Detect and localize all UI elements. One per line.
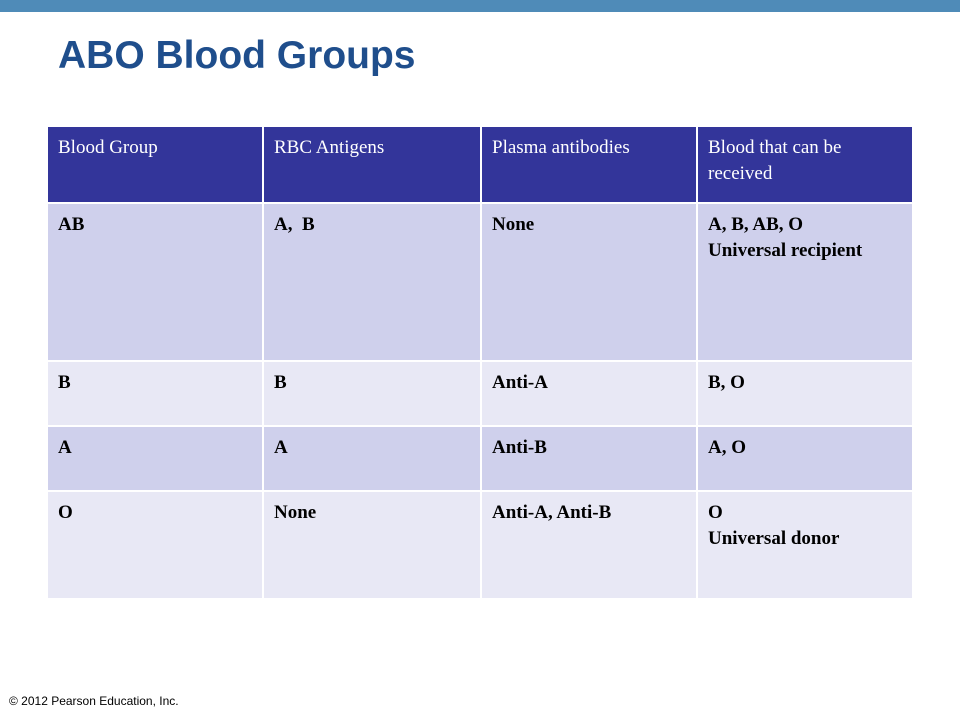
- cell-rbc-antigens: None: [263, 491, 481, 599]
- table-row: [48, 203, 912, 361]
- received-line: A, B, AB, O: [708, 214, 804, 235]
- cell-blood-group: AB: [48, 203, 263, 361]
- cell-blood-received: [697, 426, 912, 491]
- header-rbc-antigens: RBC Antigens: [263, 127, 481, 203]
- cell-blood-group: O: [48, 491, 263, 599]
- cell-blood-received: [697, 361, 912, 426]
- cell-blood-received: [697, 491, 912, 599]
- top-accent-bar: [0, 0, 960, 12]
- received-line: B, O: [708, 372, 745, 393]
- cell-plasma-antibodies: Anti-A: [481, 361, 697, 426]
- slide-title: ABO Blood Groups: [58, 34, 416, 77]
- table-header-row: [48, 127, 912, 203]
- header-blood-received: Blood that can be received: [697, 127, 912, 203]
- cell-rbc-antigens: B: [263, 361, 481, 426]
- cell-blood-group: B: [48, 361, 263, 426]
- blood-group-table: [48, 127, 912, 600]
- received-note: Universal donor: [708, 528, 840, 549]
- cell-blood-group: A: [48, 426, 263, 491]
- cell-plasma-antibodies: Anti-B: [481, 426, 697, 491]
- received-line: A, O: [708, 437, 746, 458]
- cell-blood-received: [697, 203, 912, 361]
- header-blood-group: Blood Group: [48, 127, 263, 203]
- header-plasma-antibodies: Plasma antibodies: [481, 127, 697, 203]
- cell-plasma-antibodies: Anti-A, Anti-B: [481, 491, 697, 599]
- table-row: [48, 426, 912, 491]
- cell-rbc-antigens: A, B: [263, 203, 481, 361]
- cell-plasma-antibodies: None: [481, 203, 697, 361]
- cell-rbc-antigens: A: [263, 426, 481, 491]
- received-note: Universal recipient: [708, 240, 863, 261]
- table-row: [48, 361, 912, 426]
- table-row: [48, 491, 912, 599]
- received-line: O: [708, 502, 723, 523]
- copyright-footer: © 2012 Pearson Education, Inc.: [9, 694, 179, 708]
